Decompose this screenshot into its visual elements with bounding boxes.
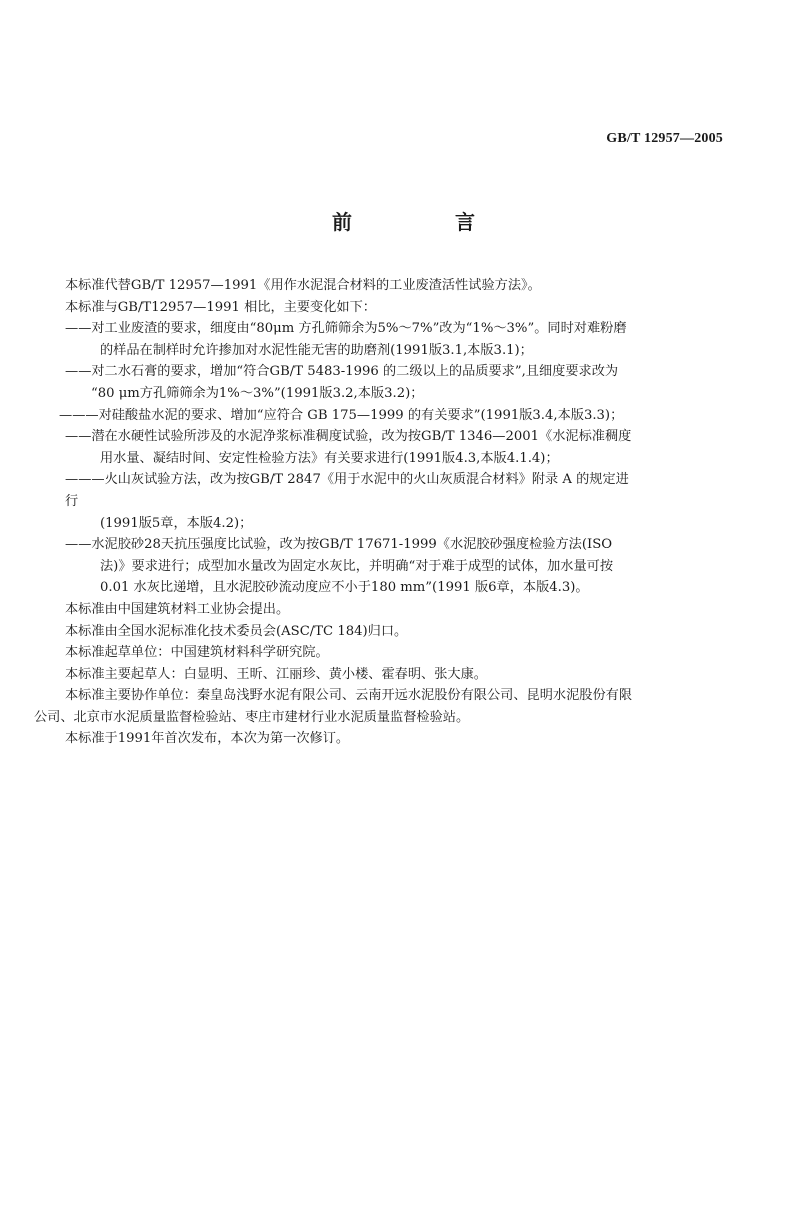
standard-code: GB/T 12957—2005 [606,131,723,146]
change-item-5-line-2: 行 [65,493,79,509]
change-item-4-line-2: 用水量、凝结时间、安定性检验方法》有关要求进行(1991版4.3,本版4.1.4)； [100,450,559,466]
paragraph-changes-intro: 本标准与GB/T12957—1991 相比，主要变化如下： [65,299,376,315]
document-body [34,275,723,750]
paragraph-proposed-by: 本标准由中国建筑材料工业协会提出。 [65,601,290,617]
paragraph-drafting-unit: 本标准起草单位：中国建筑材料科学研究院。 [65,645,329,661]
change-item-4-line-1: ——潜在水硬性试验所涉及的水泥净浆标准稠度试验，改为按GB/T 1346—2001《水泥标准稠度 [65,429,632,445]
page-title: 前 言 [332,210,523,234]
change-item-5-line-1: ———火山灰试验方法，改为按GB/T 2847《用于水泥中的火山灰质混合材料》附录 A 的规定进 [65,472,629,488]
paragraph-replaces: 本标准代替GB/T 12957—1991《用作水泥混合材料的工业废渣活性试验方法》。 [65,278,541,293]
change-item-6-line-1: ——水泥胶砂28天抗压强度比试验，改为按GB/T 17671-1999《水泥胶砂强度检验方法(ISO [65,537,613,553]
change-item-6-line-3: 0.01 水灰比递增，且水泥胶砂流动度应不小于180 mm”(1991 版6章，本版4.3)。 [100,580,589,596]
paragraph-cooperating-units-line-2: 公司、北京市水泥质量监督检验站、枣庄市建材行业水泥质量监督检验站。 [34,709,470,725]
change-item-5-line-3: (1991版5章，本版4.2)； [100,515,253,531]
change-item-2-line-1: ——对二水石膏的要求，增加“符合GB/T 5483-1996 的二级以上的品质要求”,且细度要求改为 [65,364,619,380]
change-item-1-line-1: ——对工业废渣的要求，细度由“80μm 方孔筛筛余为5%～7%”改为“1%～3%”。同时对难粉磨 [65,321,627,337]
change-item-2-line-2: “80 μm方孔筛筛余为1%～3%”(1991版3.2,本版3.2)； [91,385,424,401]
paragraph-cooperating-units-line-1: 本标准主要协作单位：秦皇岛浅野水泥有限公司、云南开远水泥股份有限公司、昆明水泥股份有限 [65,688,633,704]
change-item-3: ———对硅酸盐水泥的要求、增加“应符合 GB 175—1999 的有关要求”(1991版3.4,本版3.3)； [59,407,624,423]
paragraph-first-published: 本标准于1991年首次发布，本次为第一次修订。 [65,731,350,747]
change-item-1-line-2: 的样品在制样时允许掺加对水泥性能无害的助磨剂(1991版3.1,本版3.1)； [100,342,533,358]
change-item-6-line-2: 法)》要求进行；成型加水量改为固定水灰比，并明确“对于难于成型的试体，加水量可按 [100,558,614,574]
paragraph-drafters: 本标准主要起草人：白显明、王昕、江丽珍、黄小楼、霍春明、张大康。 [65,666,487,682]
paragraph-centralized-by: 本标准由全国水泥标准化技术委员会(ASC/TC 184)归口。 [65,623,408,639]
